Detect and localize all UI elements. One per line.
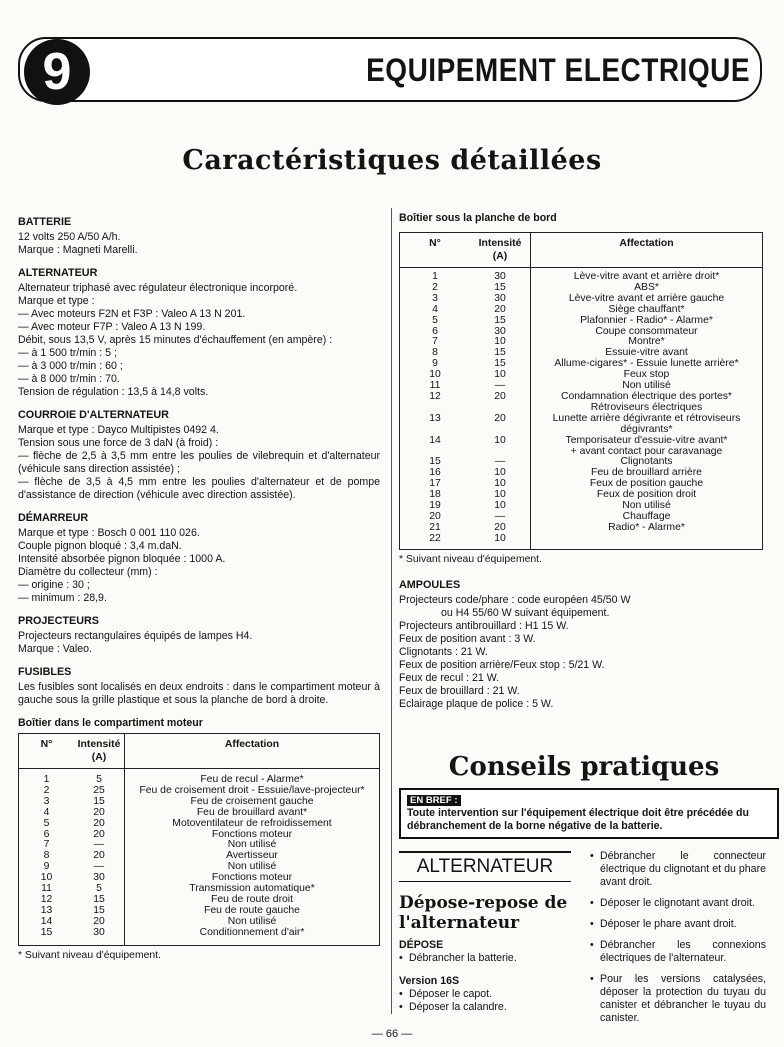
col-intensity xyxy=(470,268,531,550)
text-line: — Avec moteurs F2N et F3P : Valeo A 13 N 201. xyxy=(18,308,246,320)
fuse-affectation: Feux stop xyxy=(623,369,670,381)
text-line: Feux de position arrière/Feux stop : 5/21 W. xyxy=(399,658,605,671)
fuse-number: 18 xyxy=(429,489,441,501)
fuse-intensity: 15 xyxy=(93,893,105,905)
section-batterie xyxy=(18,216,380,257)
fuse-intensity: — xyxy=(494,510,506,522)
fuse-intensity: 10 xyxy=(494,478,506,490)
fuse-intensity: 20 xyxy=(93,915,105,927)
fuse-affectation: Lève-vitre avant et arrière gauche xyxy=(568,292,725,304)
fuse-number: 10 xyxy=(429,369,441,381)
fuse-intensity: 20 xyxy=(93,850,105,862)
fuse-intensity: 30 xyxy=(93,926,105,938)
header-cell: Intensité (A) xyxy=(74,734,125,769)
fuse-intensity: 10 xyxy=(494,369,506,381)
fuse-number: 15 xyxy=(40,926,53,938)
bullet-icon: • xyxy=(590,973,594,985)
table-note: * Suivant niveau d'équipement. xyxy=(399,553,542,565)
fuse-number: 4 xyxy=(43,806,50,818)
fuse-number: 14 xyxy=(40,915,53,927)
fuse-affectation: Temporisateur d'essuie-vitre avant* + avant contact pour caravanage xyxy=(565,434,728,457)
fuse-intensity: 10 xyxy=(494,499,506,511)
section-courroie xyxy=(18,409,380,502)
chapter-number: 9 xyxy=(24,39,90,105)
depose-column xyxy=(399,938,574,1014)
en-bref-text: Toute intervention sur l'équipement électrique doit être précédée du débranchement de la borne négative de la batterie. xyxy=(407,807,749,832)
text-line: 12 volts 250 A/50 A/h. xyxy=(18,231,121,243)
text-line: Feux de brouillard : 21 W. xyxy=(399,684,520,697)
section-title: PROJECTEURS xyxy=(18,615,99,627)
fuse-number: 16 xyxy=(429,467,441,479)
fuse-affectation: Non utilisé xyxy=(227,915,277,927)
col-affectation xyxy=(125,769,380,946)
col-numbers xyxy=(400,268,471,550)
section-title: FUSIBLES xyxy=(18,666,72,678)
fuse-intensity: 20 xyxy=(93,828,105,840)
fuse-affectation: Clignotants xyxy=(620,456,673,468)
list-item: • Débrancher la batterie. xyxy=(399,952,517,964)
fuse-affectation: Allume-cigares* - Essuie lunette arrière* xyxy=(554,358,739,370)
header-cell: N° xyxy=(400,233,471,268)
list-item: • Déposer la calandre. xyxy=(399,1001,507,1013)
table-body-row xyxy=(400,268,763,550)
section-heading-conseils: Conseils pratiques xyxy=(448,752,720,782)
fuse-intensity: 25 xyxy=(93,784,105,796)
en-bref-tag: EN BREF : xyxy=(407,795,461,806)
text-line: Marque : Valeo. xyxy=(18,643,93,655)
text-line: Feux de recul : 21 W. xyxy=(399,671,500,684)
fuse-number: 6 xyxy=(432,325,438,337)
list-item: • Pour les versions catalysées, déposer la protection du tuyau du canister et débrancher le tuyau du canister. xyxy=(590,973,766,1024)
column-divider xyxy=(391,208,392,1014)
list-item: • Débrancher les connexions électriques de l'alternateur. xyxy=(590,939,766,964)
fuse-number: 5 xyxy=(43,817,50,829)
fuse-intensity: 10 xyxy=(494,336,506,348)
bullet-icon: • xyxy=(399,988,403,1000)
fuse-number: 12 xyxy=(429,390,441,402)
page-number: — 66 — xyxy=(371,1028,413,1040)
text-line: Marque et type : Dayco Multipistes 0492 4. xyxy=(18,424,219,436)
fuse-affectation: Fonctions moteur xyxy=(211,828,293,840)
bullet-icon: • xyxy=(399,952,403,964)
section-demarreur xyxy=(18,512,380,605)
list-item: • Déposer le phare avant droit. xyxy=(590,918,737,930)
fuse-intensity: 10 xyxy=(494,434,506,446)
fuse-number: 8 xyxy=(432,347,438,359)
fuse-number: 17 xyxy=(429,478,441,490)
fuse-number: 7 xyxy=(432,336,438,348)
fuse-intensity: 30 xyxy=(93,872,105,884)
col-affectation xyxy=(531,268,763,550)
fuse-number: 2 xyxy=(432,281,438,293)
fuse-affectation: Non utilisé xyxy=(622,500,671,512)
fuse-affectation: Non utilisé xyxy=(227,839,277,851)
fuse-intensity: — xyxy=(494,380,506,392)
fuse-intensity: 30 xyxy=(494,292,506,304)
fuse-affectation: Feu de brouillard arrière xyxy=(591,467,702,479)
section-title: ALTERNATEUR xyxy=(18,267,98,279)
bullet-icon: • xyxy=(590,918,594,930)
fuse-intensity: 5 xyxy=(96,883,102,895)
table-title: Boîtier sous la planche de bord xyxy=(399,212,557,224)
fuse-intensity: — xyxy=(494,456,506,468)
fuse-number: 12 xyxy=(40,893,53,905)
header-cell: Intensité (A) xyxy=(470,233,531,268)
bullet-icon: • xyxy=(399,1001,403,1013)
fuse-affectation: Coupe consommateur xyxy=(595,325,698,337)
fuse-intensity: 20 xyxy=(494,303,506,315)
text-line: Marque et type : xyxy=(18,295,95,307)
fuse-affectation: Feu de recul - Alarme* xyxy=(200,774,304,785)
main-title: Caractéristiques détaillées xyxy=(182,145,602,176)
fuse-intensity: 15 xyxy=(494,281,506,293)
fuse-number: 6 xyxy=(43,828,50,840)
fuse-number: 3 xyxy=(432,292,438,304)
fuse-affectation: Motoventilateur de refroidissement xyxy=(172,817,332,829)
fuse-intensity: 5 xyxy=(96,774,102,785)
fuse-intensity: 10 xyxy=(494,467,506,479)
header-cell: Affectation xyxy=(125,734,380,769)
table-header-row xyxy=(19,734,380,769)
fuse-intensity: 20 xyxy=(494,412,506,424)
fuse-number: 4 xyxy=(432,303,438,315)
text-line: — origine : 30 ; xyxy=(18,579,90,591)
fuse-affectation: Fonctions moteur xyxy=(211,872,293,884)
fuse-number: 7 xyxy=(43,839,50,851)
fuse-affectation: Avertisseur xyxy=(226,850,278,862)
fuse-intensity: 15 xyxy=(494,358,506,370)
fuse-affectation: Feux de position droit xyxy=(596,489,697,501)
fuse-affectation: Non utilisé xyxy=(622,380,671,392)
text-line: Marque et type : Bosch 0 001 110 026. xyxy=(18,527,200,539)
fuse-intensity: 20 xyxy=(93,817,105,829)
text-line: — minimum : 28,9. xyxy=(18,592,107,604)
left-column xyxy=(18,206,380,961)
fuse-intensity: — xyxy=(93,839,105,851)
fuse-number: 1 xyxy=(432,271,438,282)
text-line: Clignotants : 21 W. xyxy=(399,645,488,658)
fuse-number: 11 xyxy=(429,380,441,392)
text-line: Débit, sous 13,5 V, après 15 minutes d'échauffement (en ampère) : xyxy=(18,334,333,346)
fuse-number: 2 xyxy=(43,784,50,796)
fuse-number: 8 xyxy=(43,850,50,862)
text-line: Tension de régulation : 13,5 à 14,8 volts. xyxy=(18,386,209,398)
text-para: — flèche de 2,5 à 3,5 mm entre les poulies de vilebrequin et d'alternateur (véhicule sans direction assistée) ; xyxy=(18,450,380,475)
fuse-intensity: 30 xyxy=(494,271,506,282)
text-line: Projecteurs antibrouillard : H1 15 W. xyxy=(399,619,569,632)
text-line: — à 8 000 tr/min : 70. xyxy=(18,373,120,385)
subsection-title: DÉPOSE xyxy=(399,939,444,951)
fuse-number: 13 xyxy=(40,904,53,916)
fuse-number: 11 xyxy=(41,883,52,895)
fuse-intensity: 15 xyxy=(494,347,506,359)
text-line: — à 1 500 tr/min : 5 ; xyxy=(18,347,117,359)
fuse-number: 20 xyxy=(429,510,441,522)
text-line: Eclairage plaque de police : 5 W. xyxy=(399,697,554,710)
fuse-intensity: 15 xyxy=(93,904,105,916)
text-line: Projecteurs rectangulaires équipés de lampes H4. xyxy=(18,630,253,642)
fuse-intensity: 20 xyxy=(93,806,105,818)
section-title: DÉMARREUR xyxy=(18,512,89,524)
fuse-intensity: 20 xyxy=(494,390,506,402)
fuse-number: 10 xyxy=(40,872,53,884)
chapter-title: EQUIPEMENT ELECTRIQUE xyxy=(366,52,750,88)
section-projecteurs xyxy=(18,615,380,656)
fuse-affectation: Plafonnier - Radio* - Alarme* xyxy=(580,314,713,326)
steps-column xyxy=(590,850,766,1025)
header-cell: Affectation xyxy=(531,233,763,268)
fuse-intensity: 10 xyxy=(494,532,506,544)
fuse-affectation: Feux de position gauche xyxy=(589,478,704,490)
text-line: — à 3 000 tr/min : 60 ; xyxy=(18,360,123,372)
fuse-intensity: 15 xyxy=(494,314,506,326)
text-para: Les fusibles sont localisés en deux endroits : dans le compartiment moteur à gauche sous la grille plastique et sous la planche de bord à droite. xyxy=(18,681,380,706)
fuse-number: 3 xyxy=(43,795,50,807)
fuse-affectation: Essuie-vitre avant xyxy=(605,347,688,359)
fuse-affectation: Conditionnement d'air* xyxy=(199,926,305,938)
fuse-affectation: Lunette arrière dégivrante et rétroviseurs dégivrants* xyxy=(552,412,741,435)
section-alternateur xyxy=(18,267,380,399)
text-line: ou H4 55/60 W suivant équipement. xyxy=(441,606,610,619)
fuse-number: 13 xyxy=(429,412,441,424)
fuse-number: 22 xyxy=(429,532,441,544)
fuse-number: 1 xyxy=(43,774,50,785)
text-line: Tension sous une force de 3 daN (à froid) : xyxy=(18,437,219,449)
fuse-table-engine xyxy=(18,733,380,946)
fuse-intensity: — xyxy=(93,861,105,873)
text-line: Marque : Magneti Marelli. xyxy=(18,244,138,256)
fuse-number: 21 xyxy=(429,521,441,533)
section-title: AMPOULES xyxy=(399,578,461,591)
fuse-affectation: Feu de croisement droit - Essuie/lave-projecteur* xyxy=(139,784,365,796)
text-line: Projecteurs code/phare : code européen 45/50 W xyxy=(399,593,631,606)
bullet-icon: • xyxy=(590,939,594,951)
text-line: — Avec moteur F7P : Valeo A 13 N 199. xyxy=(18,321,206,333)
fuse-affectation: Lève-vitre avant et arrière droit* xyxy=(573,271,720,282)
fuse-intensity: 10 xyxy=(494,489,506,501)
subsection-title: Version 16S xyxy=(399,975,460,987)
list-item: • Déposer le capot. xyxy=(399,988,493,1000)
en-bref-box xyxy=(399,788,779,839)
fuse-number: 9 xyxy=(432,358,438,370)
fuse-intensity: 20 xyxy=(494,521,506,533)
section-fusibles xyxy=(18,666,380,707)
text-line: Alternateur triphasé avec régulateur électronique incorporé. xyxy=(18,282,298,294)
fuse-affectation: Transmission automatique* xyxy=(189,883,315,895)
table-title: Boîtier dans le compartiment moteur xyxy=(18,717,203,729)
fuse-intensity: 30 xyxy=(494,325,506,337)
col-numbers xyxy=(19,769,75,946)
col-intensity xyxy=(74,769,125,946)
table-body-row xyxy=(19,769,380,946)
fuse-affectation: Feu de route gauche xyxy=(204,904,300,916)
bullet-icon: • xyxy=(590,897,594,909)
table-header-row xyxy=(400,233,763,268)
text-para: — flèche de 3,5 à 4,5 mm entre les poulies d'alternateur et de pompe d'assistance de direction (véhicule avec direction assistée). xyxy=(18,476,380,501)
fuse-intensity: 15 xyxy=(93,795,105,807)
fuse-affectation: Feu de brouillard avant* xyxy=(196,806,308,818)
fuse-number: 19 xyxy=(429,499,441,511)
fuse-number: 15 xyxy=(429,456,441,468)
text-line: Intensité absorbée pignon bloquée : 1000 A. xyxy=(18,553,226,565)
fuse-table-dashboard xyxy=(399,232,763,550)
list-item: • Déposer le clignotant avant droit. xyxy=(590,897,755,909)
table-note: * Suivant niveau d'équipement. xyxy=(18,949,161,961)
alternateur-heading: ALTERNATEUR xyxy=(399,851,571,882)
right-column xyxy=(399,212,769,711)
fuse-number: 5 xyxy=(432,314,438,326)
text-line: Feux de position avant : 3 W. xyxy=(399,632,536,645)
bullet-icon: • xyxy=(590,850,594,862)
depose-repose-title: Dépose-repose de l'alternateur xyxy=(399,893,568,933)
fuse-number: 9 xyxy=(43,861,50,873)
fuse-affectation: Condamnation électrique des portes* Rétroviseurs électriques xyxy=(561,390,732,413)
fuse-affectation: Non utilisé xyxy=(227,861,277,873)
fuse-affectation: Feu de route droit xyxy=(210,893,294,905)
text-line: Diamètre du collecteur (mm) : xyxy=(18,566,158,578)
fuse-affectation: Chauffage xyxy=(622,510,671,522)
fuse-number: 14 xyxy=(429,434,441,446)
section-title: COURROIE D'ALTERNATEUR xyxy=(18,409,169,421)
fuse-affectation: Siège chauffant* xyxy=(608,303,685,315)
text-line: Couple pignon bloqué : 3,4 m.daN. xyxy=(18,540,182,552)
fuse-affectation: ABS* xyxy=(634,281,659,293)
fuse-affectation: Radio* - Alarme* xyxy=(608,521,685,533)
section-title: BATTERIE xyxy=(18,216,72,228)
fuse-affectation: Feu de croisement gauche xyxy=(190,795,314,807)
fuse-affectation: Montre* xyxy=(628,336,665,348)
list-item: • Débrancher le connecteur électrique du clignotant et du phare avant droit. xyxy=(590,850,766,888)
header-cell: N° xyxy=(19,734,75,769)
